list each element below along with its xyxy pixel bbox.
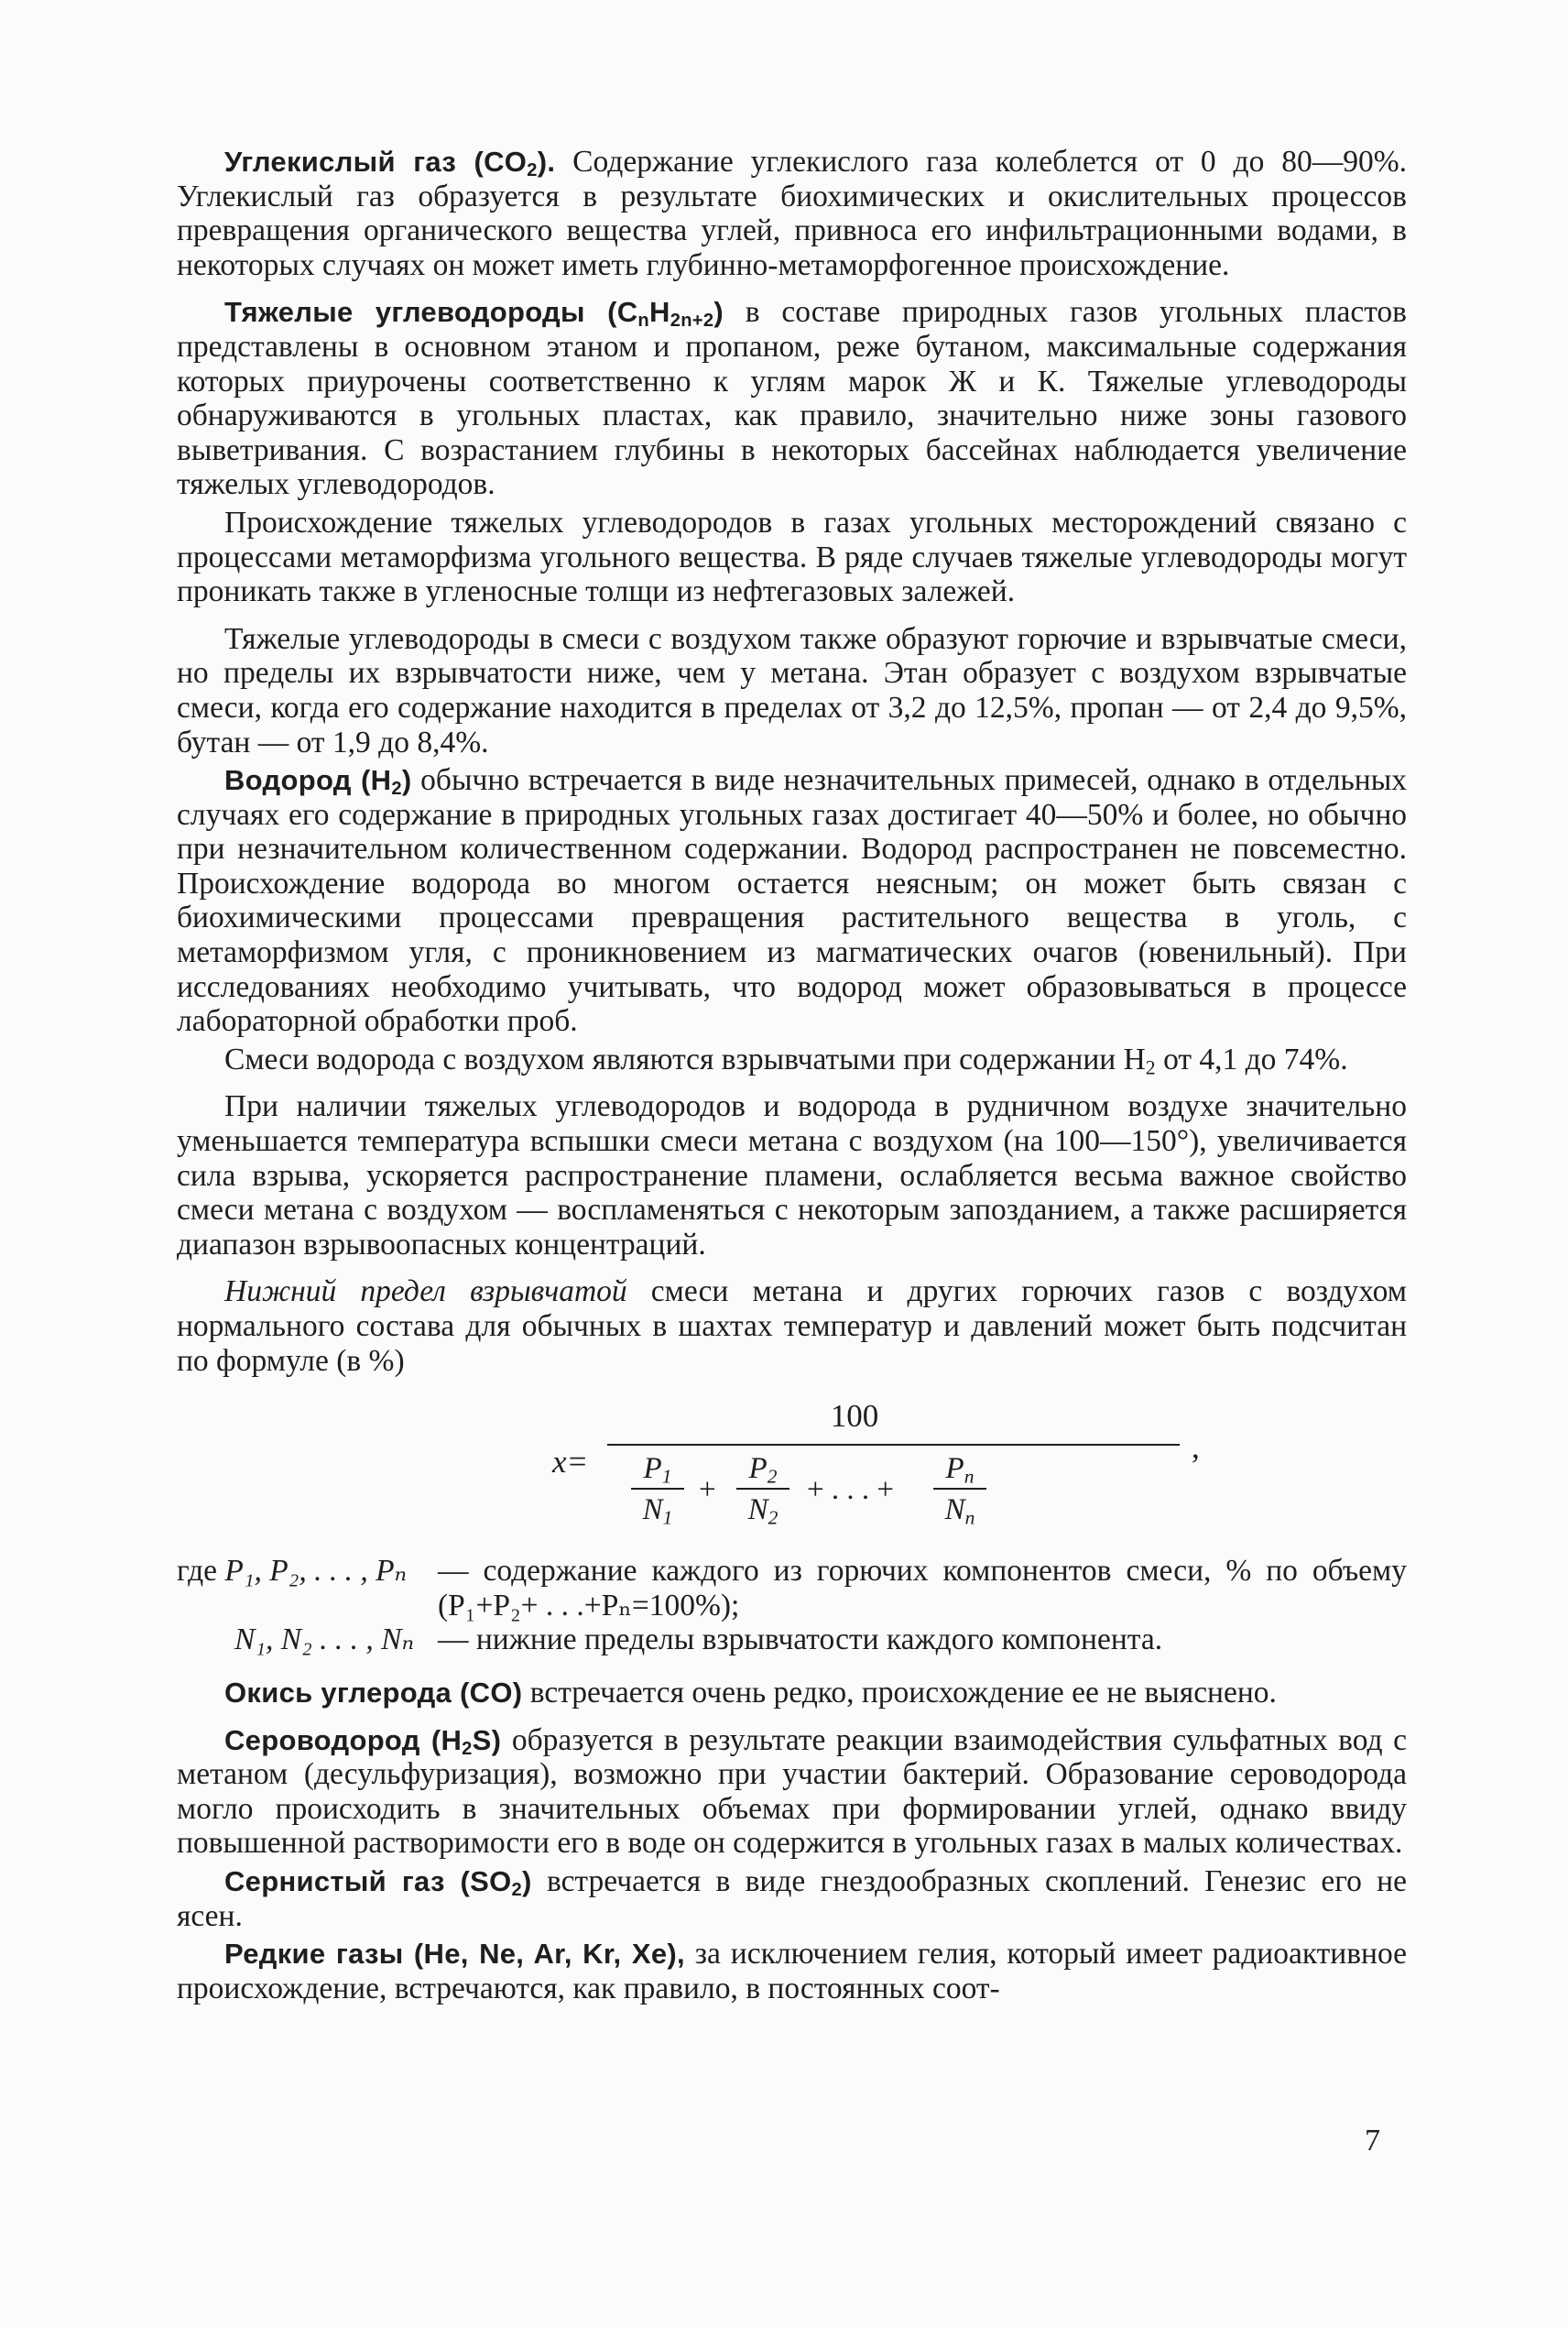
term-heavy-hydrocarbons: Тяжелые углеводороды $(C_nH_{2n+2})$ [224, 296, 724, 332]
paragraph-h2s: Сероводород $(H_2S)$ образуется в результате реакции взаимодействия сульфатных вод с метаном (десульфуризация), возможно при участии бактерий. Образование сероводорода могло происходить в значительных объемах при формировании углей, однако ввиду повышенной растворимости его в воде он содержится в угольных газах в малых количествах. [177, 1722, 1407, 1861]
definition-p: где P₁, P₂, . . . , Pₙ — содержание каждого из горючих компонентов смеси, % по объему (P₁+P₂+ . . .+Pₙ=100%); [177, 1554, 1407, 1622]
formula-comma: , [1192, 1429, 1200, 1466]
formula-ellipsis: + . . . + [807, 1473, 894, 1507]
term-h2s: Сероводород $(H_2S)$ [224, 1723, 502, 1759]
paragraph-so2: Сернистый газ $(SO_2)$ встречается в виде гнездообразных скоплений. Генезис его не ясен. [177, 1863, 1407, 1933]
definition-n: N₁, N₂ . . . , Nₙ — нижние пределы взрывчатости каждого компонента. [234, 1622, 1163, 1657]
term-hydrogen: Водород $(H_2)$ [224, 764, 412, 800]
page-number: 7 [1365, 2124, 1380, 2158]
paragraph-co2: Углекислый газ $(CO_2)$. Содержание углекислого газа колеблется от 0 до 80—90%. Углекислый газ образуется в результате биохимических и окислительных процессов превращения органического вещества углей, привноса его инфильтрационными водами, в некоторых случаях он может иметь глубинно-метаморфогенное происхождение. [177, 145, 1407, 282]
term-co2: Углекислый газ $(CO_2)$. [224, 146, 556, 181]
paragraph-origin-heavy-hydrocarbons: Происхождение тяжелых углеводородов в газах угольных месторождений связано с процессами метаморфизма угольного вещества. В ряде случаев тяжелые углеводороды могут проникать также в угленосные толщи из нефтегазовых залежей. [177, 505, 1407, 609]
formula-term-n: $P_n$ $N_n$ [928, 1451, 992, 1528]
formula-term-2: $P_2$ $N_2$ [731, 1451, 795, 1528]
term-so2: Сернистый газ $(SO_2)$ [224, 1864, 532, 1900]
paragraph-hydrogen: Водород $(H_2)$ обычно встречается в виде незначительных примесей, однако в отдельных случаях его содержание в природных угольных газах достигает 40—50% и более, но обычно при незначительном количественном содержании. Водород распространен не повсеместно. Происхождение водорода во многом остается неясным; он может быть связан с биохимическими процессами превращения растительного вещества в уголь, с метаморфизмом угля, с проникновением из магматических очагов (ювенильный). При исследованиях необходимо учитывать, что водород может образовываться в процессе лабораторной обработки проб. [177, 763, 1407, 1039]
paragraph-rare-gases: Редкие газы (He, Ne, Ar, Kr, Xe), за исключением гелия, который имеет радиоактивное происхождение, встречаются, как правило, в постоянных соот- [177, 1937, 1407, 2005]
paragraph-explosive-limits: Тяжелые углеводороды в смеси с воздухом также образуют горючие и взрывчатые смеси, но пределы их взрывчатости ниже, чем у метана. Этан образует с воздухом взрывчатые смеси, когда его содержание находится в пределах от 3,2 до 12,5%, пропан — от 2,4 до 9,5%, бутан — от 1,9 до 8,4%. [177, 621, 1407, 759]
paragraph-heavy-hydrocarbons: Тяжелые углеводороды $(C_nH_{2n+2})$ в составе природных газов угольных пластов представлены в основном этаном и пропаном, реже бутаном, максимальные содержания которых приурочены соответственно к углям марок Ж и К. Тяжелые углеводороды обнаруживаются в угольных пластах, как правило, значительно ниже зоны газового выветривания. С возрастанием глубины в некоторых бассейнах наблюдается увеличение тяжелых углеводородов. [177, 295, 1407, 502]
paragraph-hydrogen-mixtures: Смеси водорода с воздухом являются взрывчатыми при содержании $H_2$ от 4,1 до 74%. [224, 1042, 1348, 1079]
formula-denominator [626, 1451, 1175, 1534]
paragraph-mine-air: При наличии тяжелых углеводородов и водорода в рудничном воздухе значительно уменьшается температура вспышки смеси метана с воздухом (на 100—150°), увеличивается сила взрыва, ускоряется распространение пламени, ослабляется весьма важное свойство смеси метана с воздухом — воспламеняться с некоторым запозданием, а также расширяется диапазон взрывоопасных концентраций. [177, 1089, 1407, 1262]
formula-plus: + [699, 1473, 716, 1507]
formula-lhs: x= [552, 1444, 589, 1480]
formula-definitions [177, 1554, 1407, 1657]
lower-limit-formula [177, 1398, 1407, 1535]
formula-numerator: 100 [830, 1398, 879, 1435]
paragraph-co: Окись углерода (CO) встречается очень редко, происхождение ее не выяснено. [224, 1675, 1277, 1710]
formula-term-1: $P_1$ $N_1$ [626, 1451, 690, 1528]
paragraph-lower-limit: Нижний предел взрывчатой смеси метана и других горючих газов с воздухом нормального состава для обычных в шахтах температур и давлений может быть подсчитан по формуле (в %) [177, 1274, 1407, 1378]
term-co: Окись углерода (CO) [224, 1676, 523, 1709]
formula-fraction-bar [607, 1444, 1180, 1446]
term-rare-gases: Редкие газы (He, Ne, Ar, Kr, Xe), [224, 1938, 685, 1971]
